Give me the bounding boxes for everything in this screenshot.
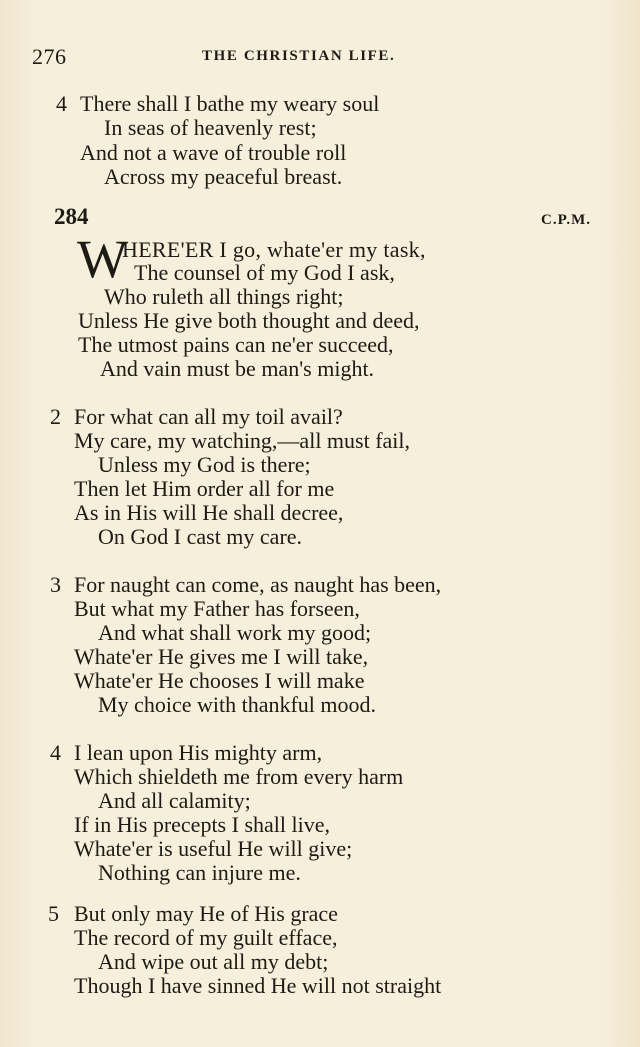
verse-line: I lean upon His mighty arm, [74,740,323,765]
verse-line: Whate'er He gives me I will take, [74,644,369,669]
verse-line: Unless He give both thought and deed, [78,308,420,333]
verse-line: Nothing can injure me. [98,860,301,885]
verse-line: As in His will He shall decree, [74,500,344,525]
verse-line: My choice with thankful mood. [98,692,377,717]
verse-line: In seas of heavenly rest; [104,115,317,140]
verse-line: Then let Him order all for me [74,476,335,501]
verse-line: For naught can come, as naught has been, [74,572,442,597]
verse-line: On God I cast my care. [98,524,303,549]
verse-line: Whate'er He chooses I will make [74,668,365,693]
verse-line: HERE'ER I go, whate'er my task, [122,237,426,262]
verse-number: 4 [56,91,67,116]
verse-number: 2 [50,404,61,429]
verse-line: The counsel of my God I ask, [134,260,395,285]
verse-number: 3 [50,572,61,597]
page-header [32,44,452,74]
verse-line: And what shall work my good; [98,620,372,645]
verse-number: 5 [48,901,59,926]
hymn-number: 284 [54,204,89,229]
verse-line: Though I have sinned He will not straight [74,973,442,998]
verse-line: Unless my God is there; [98,452,311,477]
verse-line: But only may He of His grace [74,901,338,926]
drop-cap: W [77,229,128,289]
verse-line: And all calamity; [98,788,251,813]
verse-line: For what can all my toil avail? [74,404,343,429]
verse-line: Who ruleth all things right; [104,284,344,309]
verse-line: The record of my guilt efface, [74,925,338,950]
verse-number: 4 [50,740,61,765]
verse-line: If in His precepts I shall live, [74,812,330,837]
verse-line: There shall I bathe my weary soul [80,91,380,116]
verse-line: Whate'er is useful He will give; [74,836,353,861]
verse-line: And vain must be man's might. [100,356,375,381]
verse-line: Which shieldeth me from every harm [74,764,404,789]
running-title: THE CHRISTIAN LIFE. [202,48,396,64]
verse-line: And not a wave of trouble roll [80,140,347,165]
verse-line: Across my peaceful breast. [104,164,343,189]
hymn-meter: C.P.M. [541,212,592,228]
verse-line: And wipe out all my debt; [98,949,329,974]
verse-line: The utmost pains can ne'er succeed, [78,332,394,357]
verse-line: But what my Father has forseen, [74,596,360,621]
verse-line: My care, my watching,—all must fail, [74,428,411,453]
page-number: 276 [32,44,67,69]
